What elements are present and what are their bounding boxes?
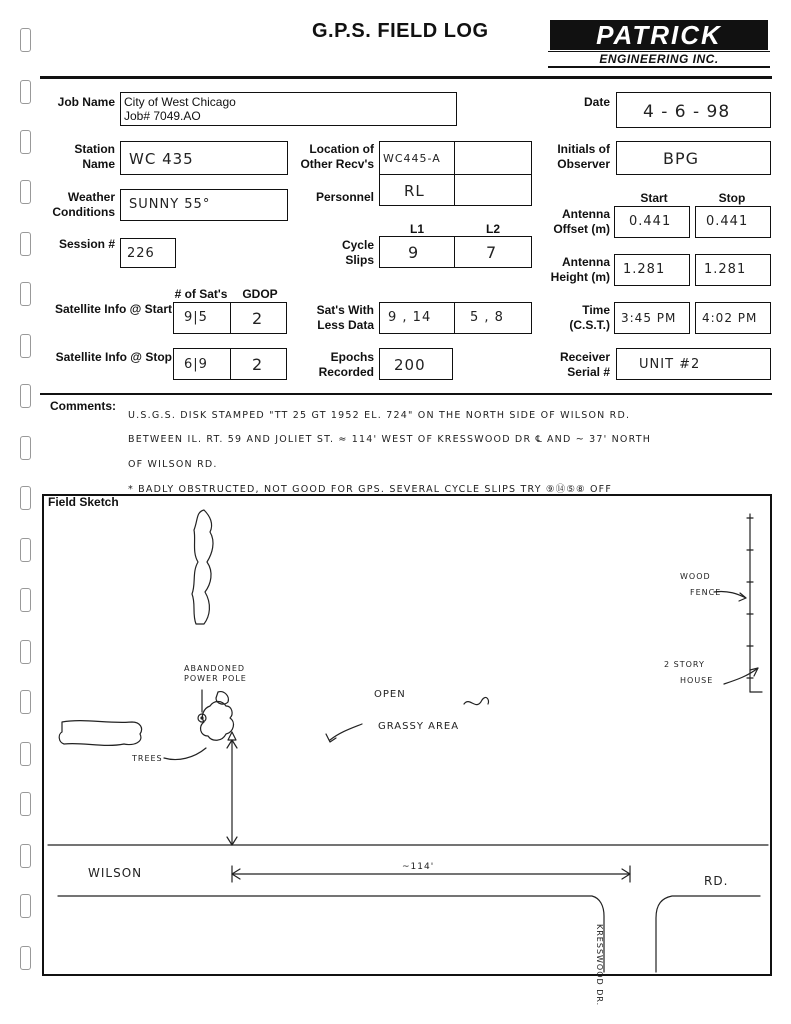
tree-cluster-icon	[59, 721, 141, 746]
num-sats-heading: # of Sat's	[174, 287, 228, 301]
binder-ring	[20, 690, 31, 714]
antenna-height-start: 1.281	[623, 262, 666, 277]
fence-label-2: FENCE	[690, 588, 722, 597]
cell-divider	[454, 142, 455, 174]
sats-less-field	[379, 302, 532, 334]
station-label-1: Station	[74, 142, 115, 156]
receiver-label-2: Serial #	[567, 365, 610, 379]
gdop-heading: GDOP	[242, 287, 278, 301]
job-name-label: Job Name	[57, 95, 115, 109]
binder-ring	[20, 384, 31, 408]
session-label: Session #	[58, 237, 115, 251]
binder-ring	[20, 486, 31, 510]
antenna-height-stop: 1.281	[704, 262, 747, 277]
weather-label-1: Weather	[67, 190, 115, 204]
sat-stop-label: Satellite Info @ Stop	[55, 350, 172, 364]
side-street-label: KRESSWOOD DR.	[595, 924, 604, 1007]
company-logo	[548, 20, 770, 66]
sat-start-gdop: 2	[252, 309, 264, 328]
antenna-offset-label-1: Antenna	[562, 207, 610, 221]
receiver-value: UNIT #2	[639, 357, 701, 372]
cell-divider	[454, 237, 455, 267]
comment-line-2: BETWEEN IL. RT. 59 AND JOLIET ST. ≈ 114' WEST OF KRESSWOOD DR ℄ AND ~ 37' NORTH	[128, 434, 652, 445]
initials-label-1: Initials of	[557, 142, 610, 156]
antenna-offset-label-2: Offset (m)	[553, 222, 610, 236]
time-start: 3:45 PM	[621, 311, 677, 325]
binder-ring	[20, 232, 31, 256]
road-edge-south-left	[58, 896, 604, 972]
time-label-1: Time	[582, 303, 610, 317]
trees-label: TREES	[132, 754, 163, 763]
start-heading: Start	[640, 191, 668, 205]
weather-value: SUNNY 55°	[129, 197, 211, 212]
initials-field	[616, 141, 771, 175]
binder-ring	[20, 436, 31, 460]
date-value: 4 - 6 - 98	[643, 102, 731, 122]
binder-ring	[20, 334, 31, 358]
cycle-l2-value: 7	[486, 243, 498, 262]
logo-subtitle: ENGINEERING INC.	[548, 51, 770, 68]
receiver-field	[616, 348, 771, 380]
antenna-height-stop-field	[695, 254, 771, 286]
station-name-field	[120, 141, 288, 175]
field-sketch-frame	[42, 494, 772, 1007]
field-sketch-drawing	[44, 496, 770, 974]
distance-label: ~114'	[402, 862, 435, 872]
binder-ring	[20, 28, 31, 52]
initials-label-2: Observer	[557, 157, 610, 171]
binder-ring	[20, 588, 31, 612]
house-label-1: 2 STORY	[664, 660, 705, 669]
header-rule	[40, 76, 772, 79]
binder-ring	[20, 742, 31, 766]
personnel-label: Personnel	[315, 190, 374, 204]
weather-field	[120, 189, 288, 221]
location-label-2: Other Recv's	[300, 157, 374, 171]
road-edge-south-right	[656, 896, 760, 972]
binder-ring	[20, 180, 31, 204]
initials-value: BPG	[663, 149, 700, 168]
field-sketch-label: Field Sketch	[48, 495, 119, 509]
sats-less-1: 9 , 14	[388, 310, 432, 325]
pole-label-1: ABANDONED	[184, 664, 246, 673]
antenna-offset-stop-field	[695, 206, 771, 238]
binder-ring	[20, 80, 31, 104]
antenna-height-label-2: Height (m)	[550, 270, 610, 284]
house-label-2: HOUSE	[680, 676, 714, 685]
time-stop-field	[695, 302, 771, 334]
binder-ring	[20, 640, 31, 664]
comment-line-4: * BADLY OBSTRUCTED, NOT GOOD FOR GPS. SEVERAL CYCLE SLIPS TRY ⑨⑭⑤⑧ OFF	[128, 484, 613, 495]
cell-divider	[230, 303, 231, 333]
weather-label-2: Conditions	[52, 205, 115, 219]
epochs-field	[379, 348, 453, 380]
antenna-offset-stop: 0.441	[706, 214, 749, 229]
date-label: Date	[583, 95, 610, 109]
l1-heading: L1	[409, 222, 424, 236]
receiver-label-1: Receiver	[559, 350, 610, 364]
sats-less-2: 5 , 8	[470, 310, 504, 325]
cycle-label-2: Slips	[345, 253, 374, 267]
binder-ring	[20, 538, 31, 562]
form-title: G.P.S. FIELD LOG	[312, 20, 489, 42]
tree-line-icon	[192, 510, 213, 624]
sat-stop-num: 6|9	[184, 357, 208, 372]
fence-label-1: WOOD	[680, 572, 711, 581]
epochs-label-2: Recorded	[318, 365, 374, 379]
station-label-2: Name	[82, 157, 115, 171]
l2-heading: L2	[485, 222, 500, 236]
sat-stop-gdop: 2	[252, 355, 264, 374]
comment-line-1: U.S.G.S. DISK STAMPED "TT 25 GT 1952 EL. 724" ON THE NORTH SIDE OF WILSON RD.	[128, 410, 631, 421]
job-name-line2: Job# 7049.AO	[124, 109, 201, 123]
personnel-field	[379, 174, 532, 206]
binder-ring	[20, 130, 31, 154]
date-field	[616, 92, 771, 128]
binder-ring	[20, 894, 31, 918]
cycle-l1-value: 9	[408, 243, 420, 262]
job-name-field	[120, 92, 457, 126]
job-name-line1: City of West Chicago	[124, 95, 236, 109]
sats-less-label-1: Sat's With	[316, 303, 374, 317]
time-start-field	[614, 302, 690, 334]
sat-stop-field	[173, 348, 287, 380]
sats-less-label-2: Less Data	[317, 318, 374, 332]
binder-ring	[20, 282, 31, 306]
logo-wordmark: PATRICK	[550, 20, 768, 50]
time-label-2: (C.S.T.)	[569, 318, 610, 332]
binder-ring	[20, 792, 31, 816]
binder-ring	[20, 844, 31, 868]
pole-label-2: POWER POLE	[184, 674, 247, 683]
antenna-height-start-field	[614, 254, 690, 286]
cycle-slips-field	[379, 236, 532, 268]
stop-heading: Stop	[718, 191, 746, 205]
open-label-1: OPEN	[374, 689, 406, 700]
comments-label: Comments:	[50, 399, 117, 413]
station-value: WC 435	[129, 150, 194, 168]
sat-start-field	[173, 302, 287, 334]
session-value: 226	[127, 246, 155, 261]
road-label-left: WILSON	[88, 866, 143, 880]
comment-line-3: OF WILSON RD.	[128, 459, 218, 470]
location-value: WC445-A	[383, 152, 441, 165]
epochs-value: 200	[394, 356, 426, 374]
antenna-offset-start-field	[614, 206, 690, 238]
session-field	[120, 238, 176, 268]
sat-start-num: 9|5	[184, 310, 208, 325]
cell-divider	[230, 349, 231, 379]
road-label-right: RD.	[704, 874, 729, 888]
personnel-value: RL	[404, 182, 425, 200]
binder-ring	[20, 946, 31, 970]
location-label-1: Location of	[309, 142, 374, 156]
cell-divider	[454, 175, 455, 205]
epochs-label-1: Epochs	[330, 350, 374, 364]
antenna-offset-start: 0.441	[629, 214, 672, 229]
sat-start-label: Satellite Info @ Start	[54, 302, 172, 316]
antenna-height-label-1: Antenna	[562, 255, 610, 269]
cycle-label-1: Cycle	[341, 238, 374, 252]
cell-divider	[454, 303, 455, 333]
section-rule	[40, 393, 772, 395]
location-field	[379, 141, 532, 175]
time-stop: 4:02 PM	[702, 311, 758, 325]
open-label-2: GRASSY AREA	[378, 721, 460, 732]
